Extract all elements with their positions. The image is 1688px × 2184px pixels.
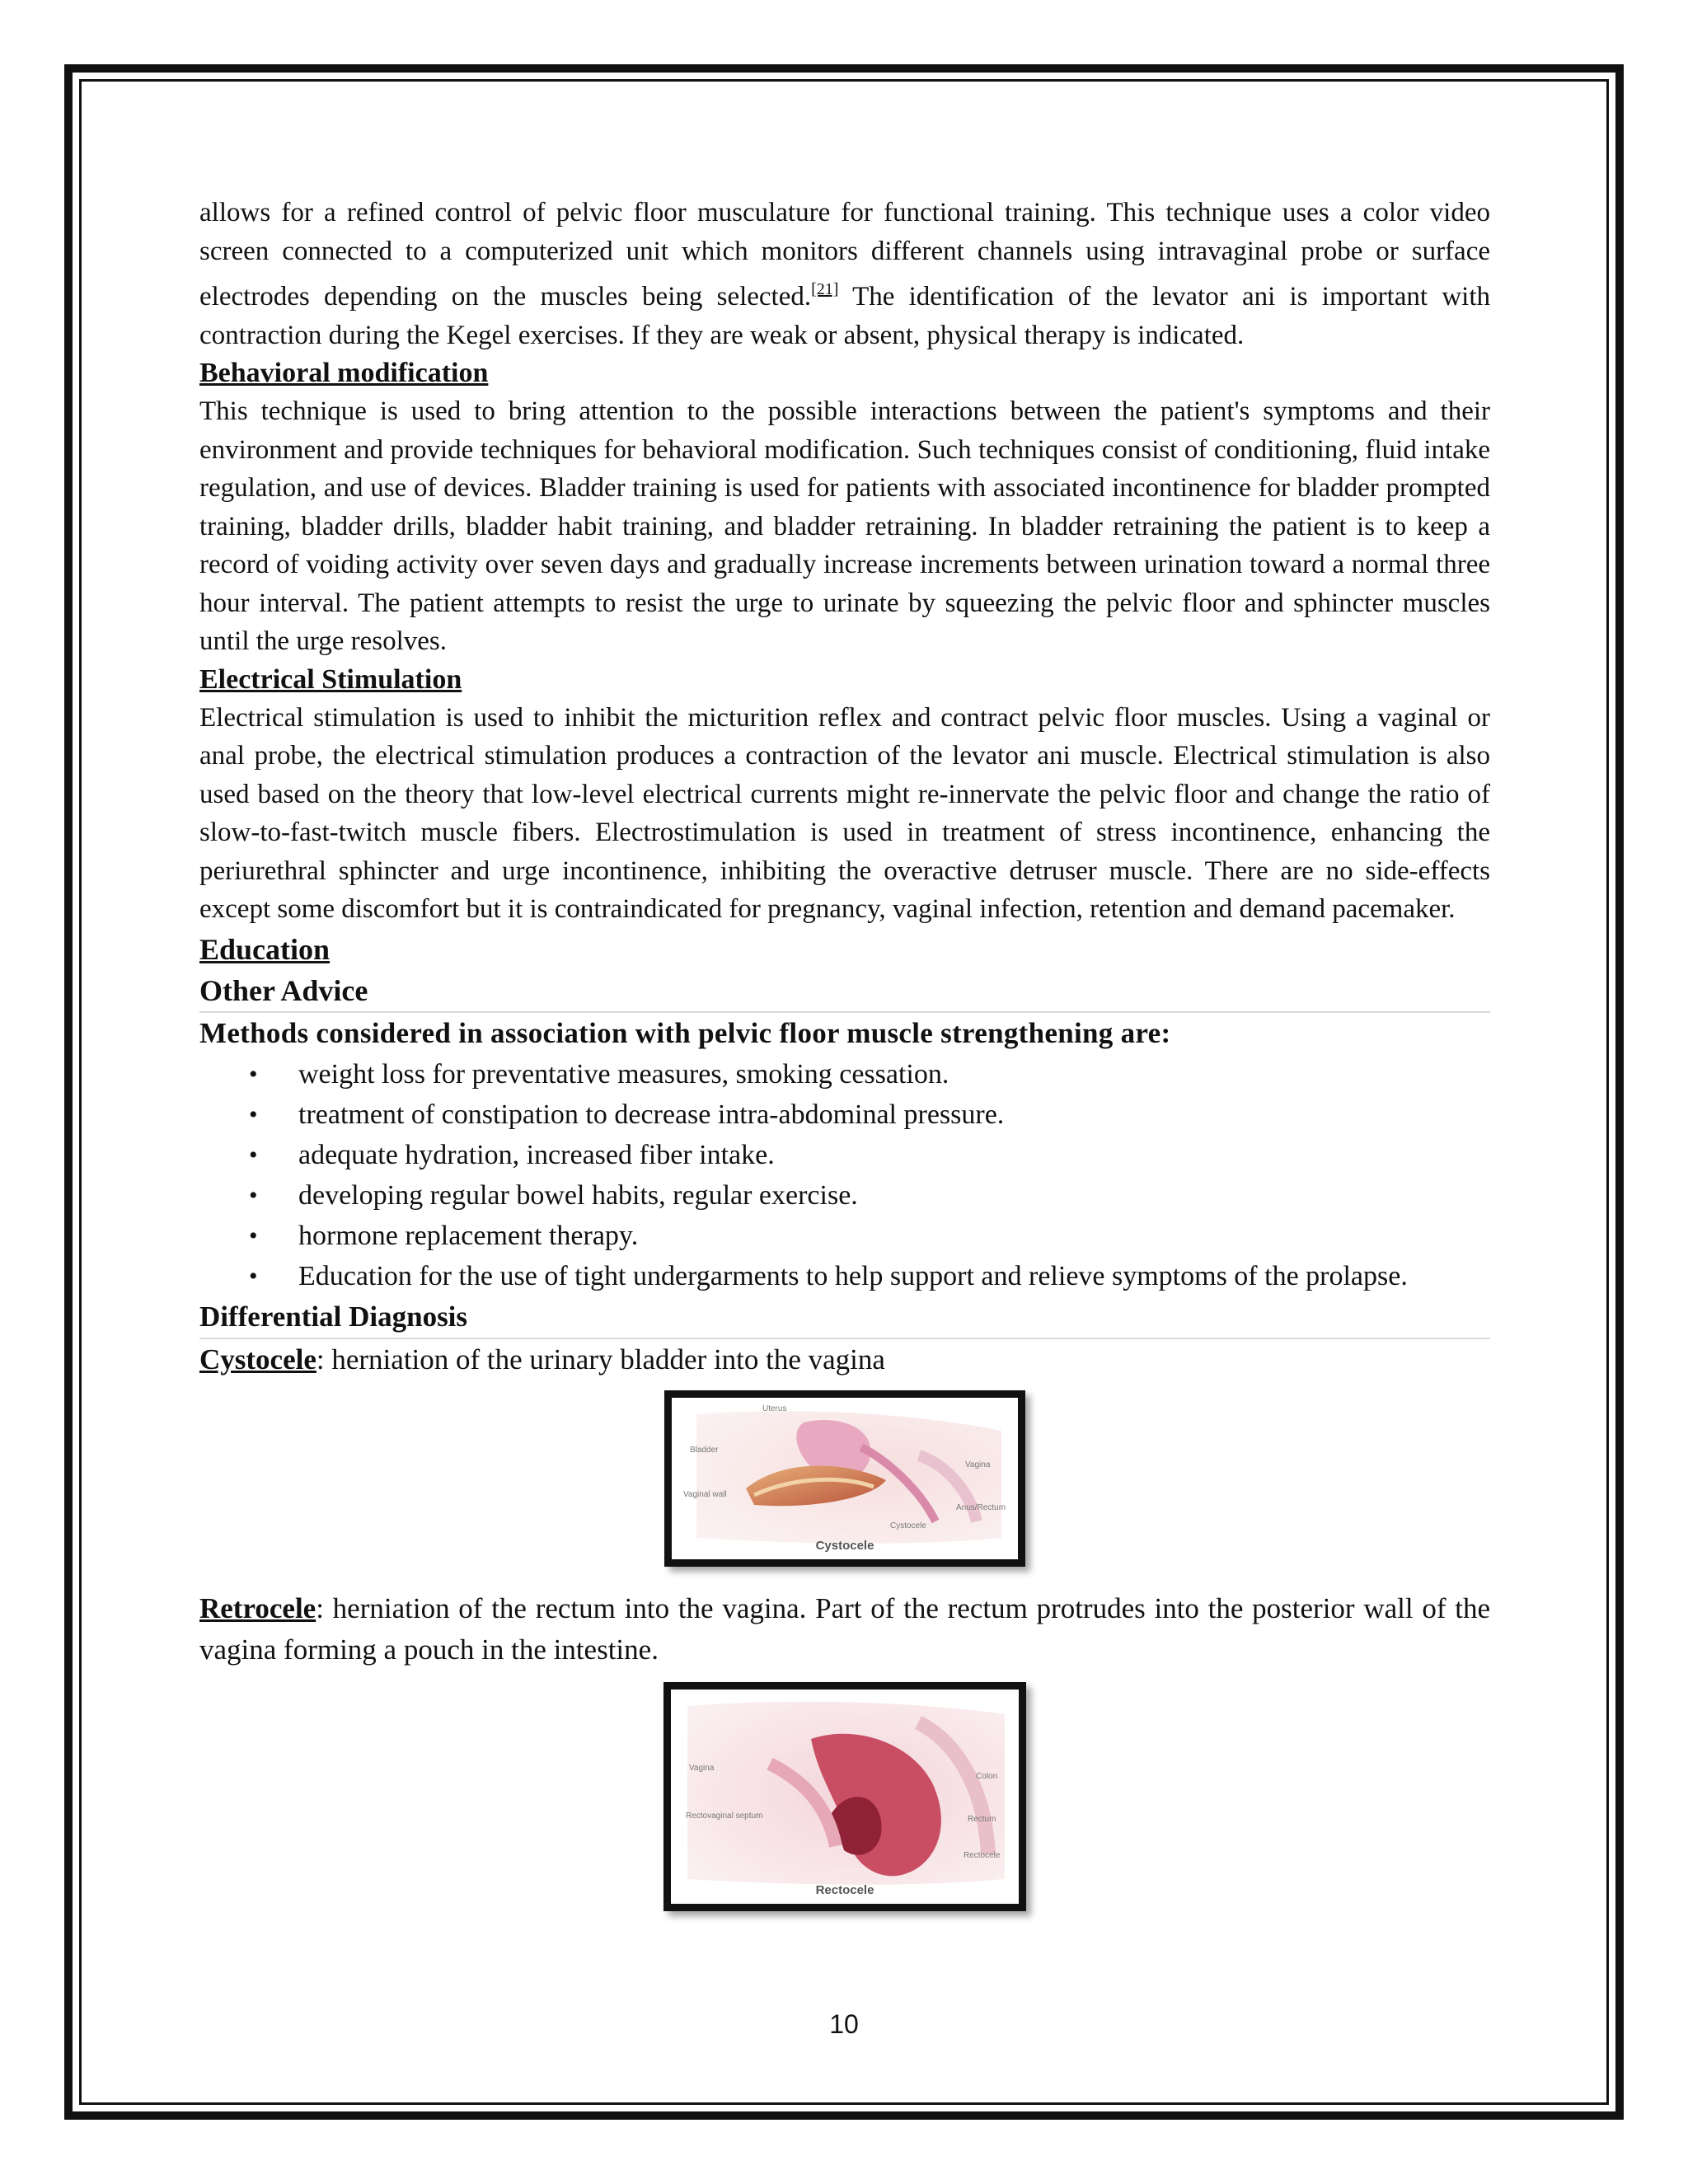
other-advice-heading: Other Advice <box>199 970 1490 1013</box>
intro-text-continued: The identification of the levator ani is important with contraction during the Kegel exercises. If they are weak or absent, physical therapy is indicated. <box>199 282 1490 350</box>
retrocele-term: Retrocele <box>199 1591 316 1624</box>
behavioral-heading: Behavioral modification <box>199 358 489 388</box>
methods-heading: Methods considered in association with pelvic floor muscle strengthening are: <box>199 1016 1171 1049</box>
cystocele-figure-wrap <box>199 1390 1490 1567</box>
list-item: • treatment of constipation to decrease intra-abdominal pressure. <box>298 1094 1490 1135</box>
page-number: 10 <box>829 2009 859 2039</box>
figure-label-rectum: Rectum <box>968 1814 996 1824</box>
behavioral-paragraph: This technique is used to bring attention to the possible interactions between the patient's symptoms and their environment and provide techniques for behavioral modification. Such techniques consist of conditioning, fluid intake regulation, and use of devices. Bladder training is used for patients with associated incontinence for bladder prompted training, bladder drills, bladder habit training, and bladder retraining. In bladder retraining the patient is to keep a record of voiding activity over seven days and gradually increase increments between urination toward a normal three hour interval. The patient attempts to resist the urge to urinate by squeezing the pelvic floor and sphincter muscles until the urge resolves. <box>199 396 1490 656</box>
list-item: • adequate hydration, increased fiber intake. <box>298 1135 1490 1175</box>
retrocele-figure <box>663 1682 1026 1911</box>
page-content <box>199 194 1490 1911</box>
intro-paragraph <box>199 194 1490 354</box>
list-item: • weight loss for preventative measures, smoking cessation. <box>298 1054 1490 1094</box>
figure-label-vagina: Vagina <box>965 1460 991 1469</box>
figure-label-colon: Colon <box>976 1771 998 1781</box>
retrocele-figure-caption: Rectocele <box>815 1882 874 1897</box>
retrocele-text: : herniation of the rectum into the vagina. Part of the rectum protrudes into the posterior wall of the vagina forming a pouch in the intestine. <box>199 1591 1490 1666</box>
figure-label-uterus: Uterus <box>762 1404 787 1413</box>
figure-label-cystocele: Cystocele <box>890 1521 926 1530</box>
electrical-paragraph: Electrical stimulation is used to inhibit the micturition reflex and contract pelvic floor muscles. Using a vaginal or anal probe, the electrical stimulation produces a contraction of the levator ani muscle. Electrical stimulation is also used based on the theory that low-level electrical currents might re-innervate the pelvic floor and change the ratio of slow-to-fast-twitch muscle fibers. Electrostimulation is used in treatment of stress incontinence, enhancing the periurethral sphincter and urge incontinence, inhibiting the overactive detruser muscle. There are no side-effects except some discomfort but it is contraindicated for pregnancy, vaginal infection, retention and demand pacemaker. <box>199 702 1490 924</box>
rectocele-illustration <box>671 1690 1019 1904</box>
figure-label-anus: Anus/Rectum <box>956 1502 1006 1512</box>
retrocele-figure-wrap <box>199 1682 1490 1911</box>
figure-label-rectocele: Rectocele <box>964 1850 1001 1860</box>
differential-diagnosis-heading: Differential Diagnosis <box>199 1296 1490 1339</box>
cystocele-text: : herniation of the urinary bladder into the vagina <box>316 1343 885 1376</box>
list-item: • developing regular bowel habits, regular exercise. <box>298 1175 1490 1216</box>
electrical-heading: Electrical Stimulation <box>199 663 462 695</box>
cystocele-figure-caption: Cystocele <box>815 1538 874 1553</box>
cystocele-illustration <box>672 1398 1018 1559</box>
figure-label-vaginal-wall: Vaginal wall <box>683 1489 727 1499</box>
figure-label-bladder: Bladder <box>690 1445 719 1455</box>
cystocele-definition <box>199 1339 1490 1380</box>
methods-list <box>199 1054 1490 1296</box>
cystocele-term: Cystocele <box>199 1343 316 1376</box>
reference-21[interactable]: [21] <box>811 280 839 298</box>
list-item: • hormone replacement therapy. <box>298 1216 1490 1256</box>
figure-label-vagina: Vagina <box>689 1763 715 1773</box>
figure-label-rectovaginal-septum: Rectovaginal septum <box>686 1811 763 1821</box>
list-item: • Education for the use of tight undergarments to help support and relieve symptoms of the prolapse. <box>298 1256 1490 1296</box>
cystocele-figure <box>664 1390 1025 1567</box>
education-heading: Education <box>199 932 331 966</box>
intro-text: allows for a refined control of pelvic floor musculature for functional training. This technique uses a color video screen connected to a computerized unit which monitors different channels using intravaginal probe or surface electrodes depending on the muscles being selected. <box>199 198 1490 312</box>
retrocele-definition <box>199 1588 1490 1671</box>
